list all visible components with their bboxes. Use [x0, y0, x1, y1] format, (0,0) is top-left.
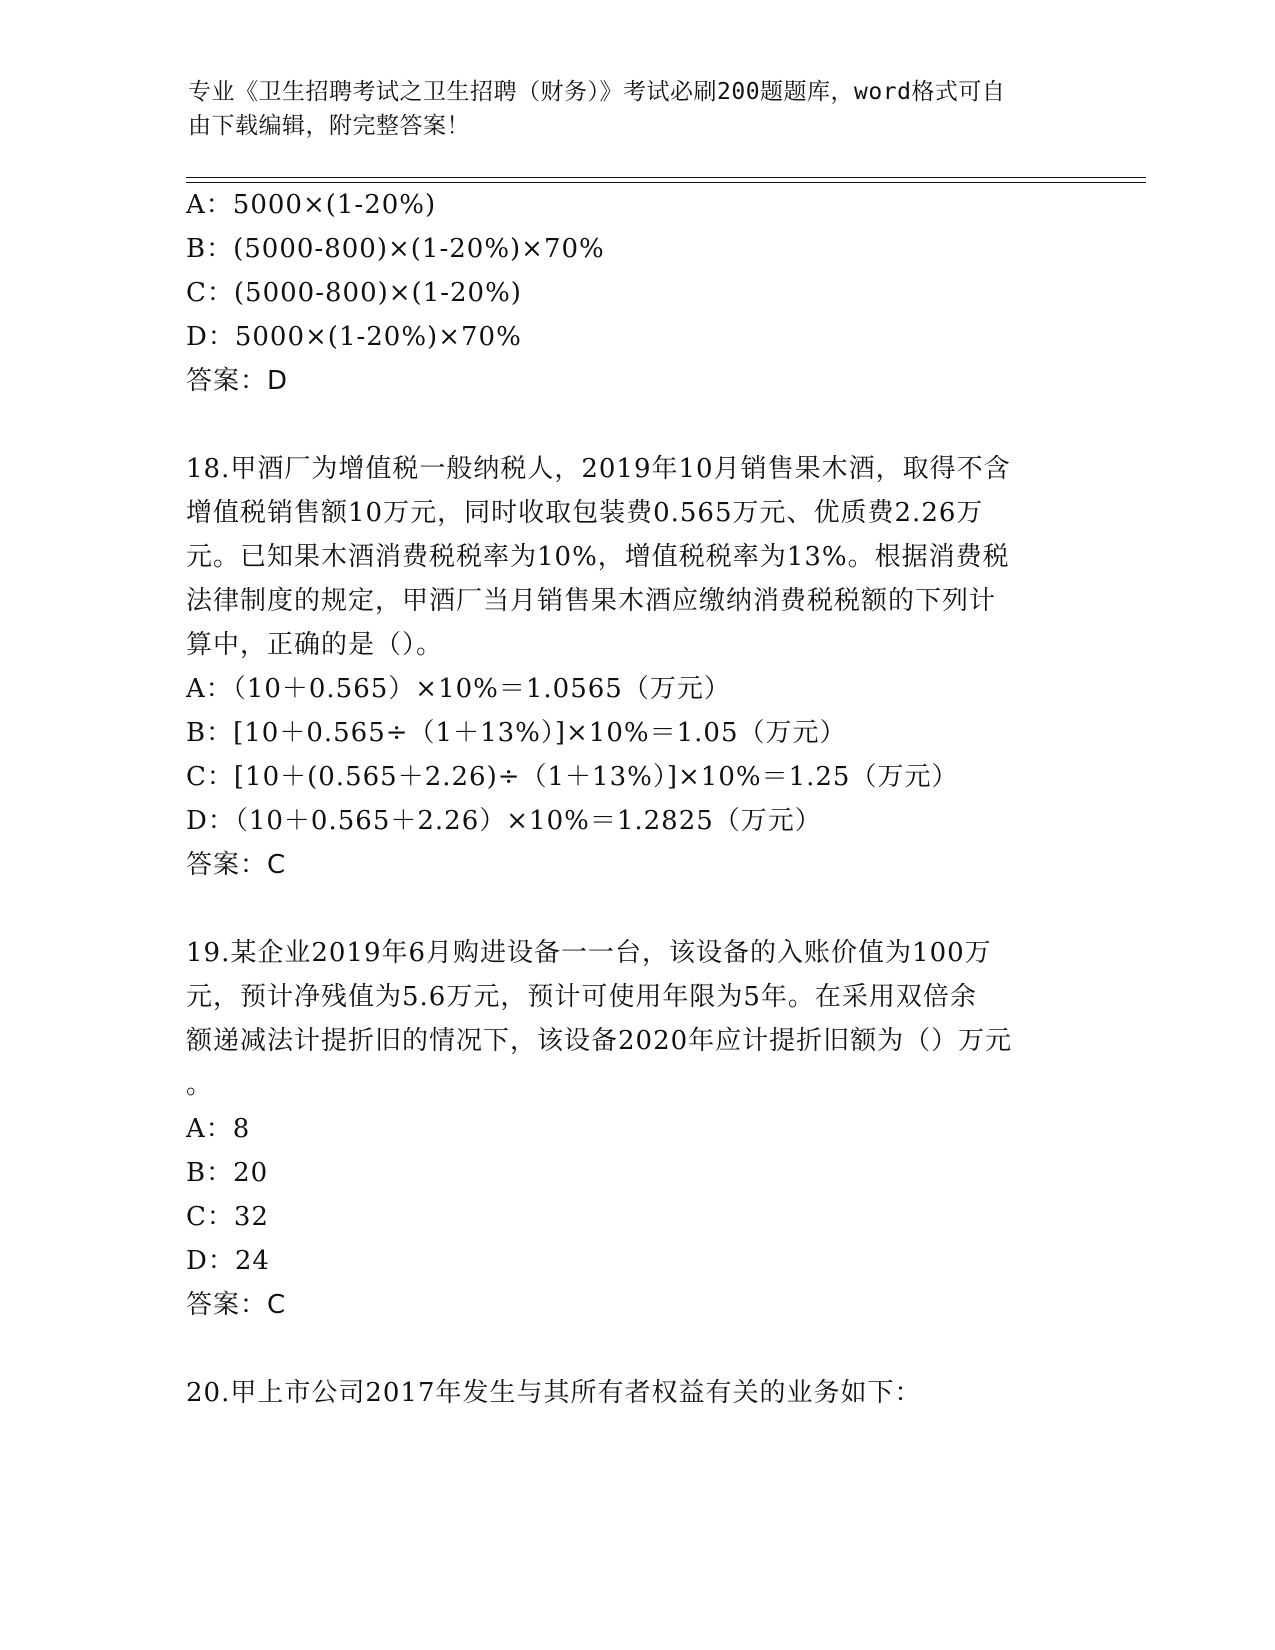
header-divider-top: [186, 177, 1146, 178]
q18-option-a: A：（10＋0.565）×10%＝1.0565（万元）: [186, 674, 731, 704]
header-line-2: 由下载编辑，附完整答案！: [188, 113, 470, 139]
q18-stem-line: 法律制度的规定，甲酒厂当月销售果木酒应缴纳消费税税额的下列计: [186, 586, 997, 616]
q19-answer: 答案：C: [186, 1290, 287, 1320]
q18-option-d: D：（10＋0.565＋2.26）×10%＝1.2825（万元）: [186, 806, 822, 836]
q17-answer: 答案：D: [186, 366, 289, 396]
q18-answer: 答案：C: [186, 850, 287, 880]
q17-option-b: B：(5000-800)×(1-20%)×70%: [186, 234, 605, 264]
q18-stem-line: 元。已知果木酒消费税税率为10%，增值税税率为13%。根据消费税: [186, 542, 1010, 572]
q17-option-d: D：5000×(1-20%)×70%: [186, 322, 522, 352]
q18-option-b: B：[10＋0.565÷（1＋13%）]×10%＝1.05（万元）: [186, 718, 847, 748]
q18-stem-line: 18.甲酒厂为增值税一般纳税人，2019年10月销售果木酒，取得不含: [186, 454, 1011, 484]
q17-option-a: A：5000×(1-20%): [186, 190, 437, 220]
q18-stem-line: 算中，正确的是（）。: [186, 630, 444, 660]
q19-stem-line: 19.某企业2019年6月购进设备一一台，该设备的入账价值为100万: [186, 938, 992, 968]
q19-option-d: D：24: [186, 1246, 270, 1276]
q19-stem-line: 。: [186, 1070, 214, 1100]
q20-stem-line: 20.甲上市公司2017年发生与其所有者权益有关的业务如下：: [186, 1378, 922, 1408]
q18-stem-line: 增值税销售额10万元，同时收取包装费0.565万元、优质费2.26万: [186, 498, 984, 528]
header-line-1: 专业《卫生招聘考试之卫生招聘（财务）》考试必刷200题题库，word格式可自: [188, 79, 1006, 105]
q17-option-c: C：(5000-800)×(1-20%): [186, 278, 522, 308]
q18-option-c: C：[10＋(0.565＋2.26)÷（1＋13%）]×10%＝1.25（万元）: [186, 762, 959, 792]
q19-stem-line: 元，预计净残值为5.6万元，预计可使用年限为5年。在采用双倍余: [186, 982, 977, 1012]
document-header: [188, 75, 1068, 143]
q19-stem-line: 额递减法计提折旧的情况下，该设备2020年应计提折旧额为（）万元: [186, 1026, 1013, 1056]
q19-option-b: B：20: [186, 1158, 269, 1188]
q19-option-a: A：8: [186, 1114, 251, 1144]
q19-option-c: C：32: [186, 1202, 269, 1232]
